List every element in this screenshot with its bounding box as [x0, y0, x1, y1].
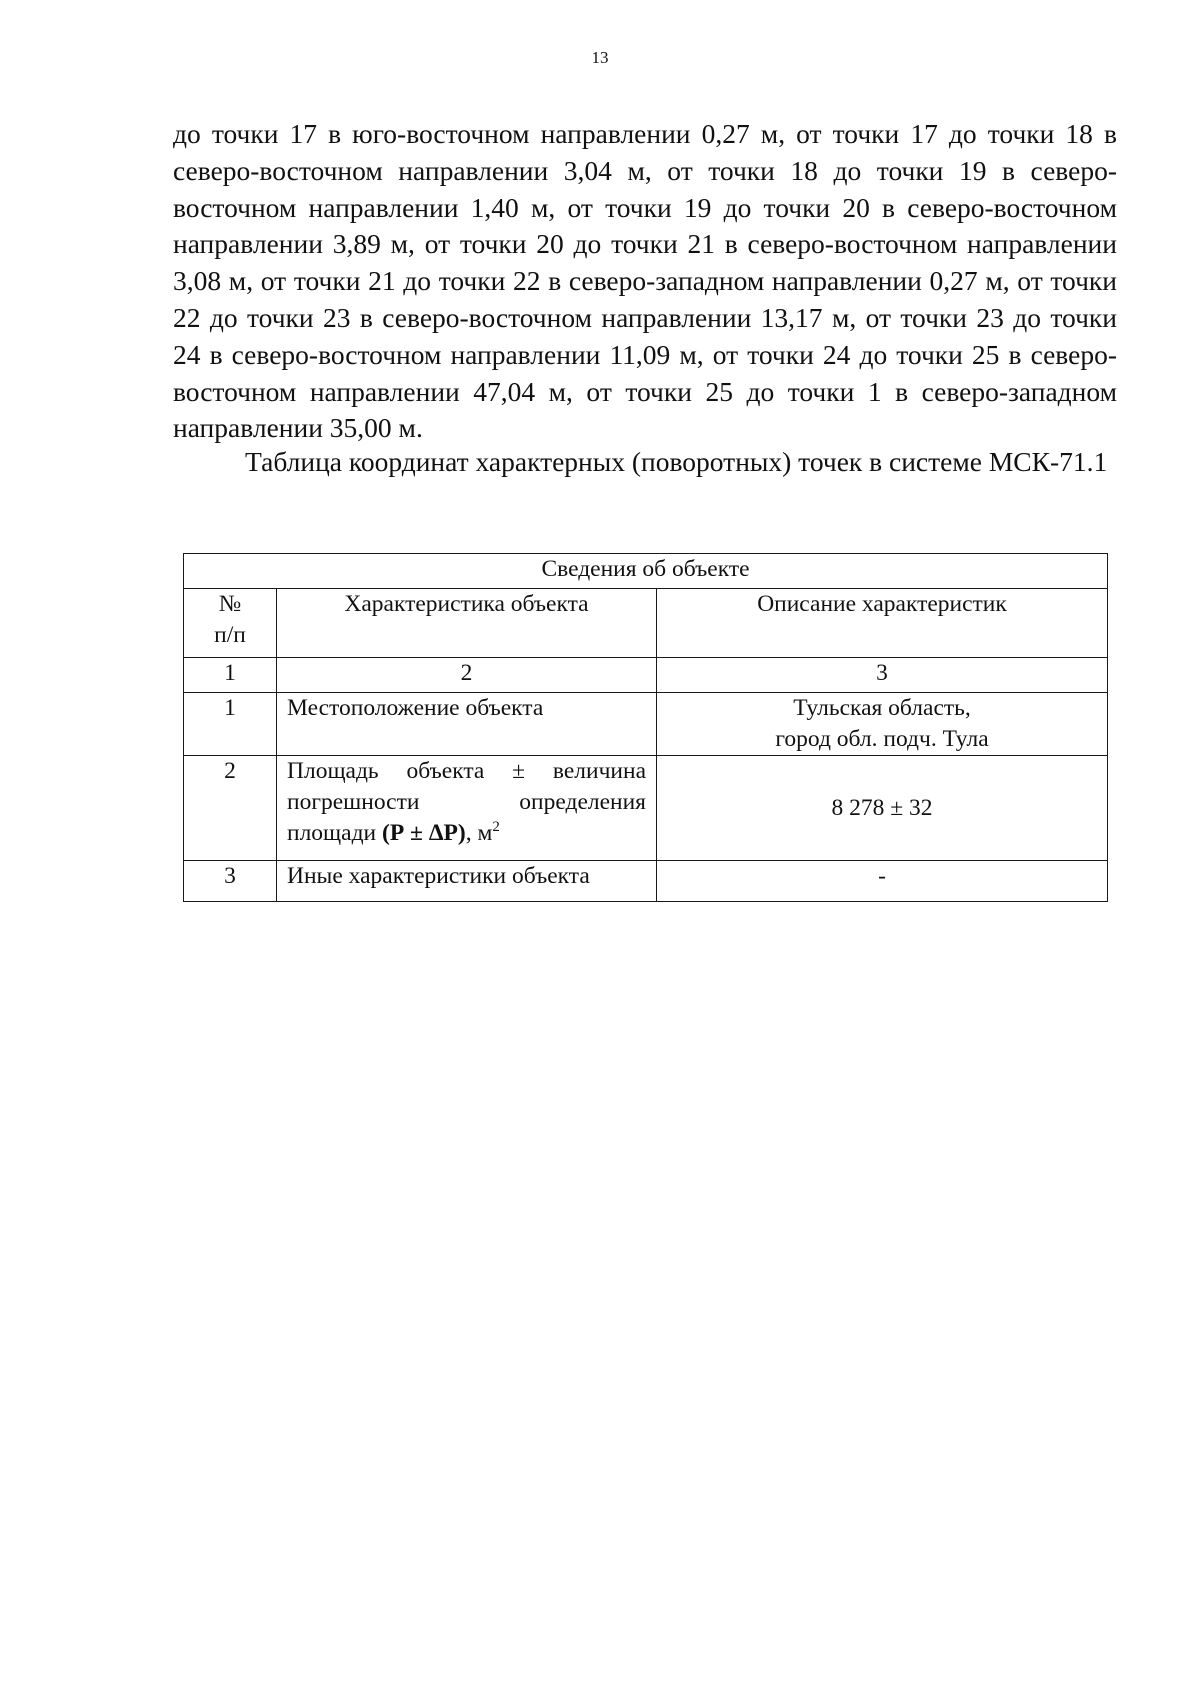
- table-caption: Таблица координат характерных (поворотных) точек в системе МСК-71.1: [245, 446, 1108, 477]
- row-description-line2: город обл. подч. Тула: [775, 726, 989, 752]
- row-characteristic: Местоположение объекта: [277, 693, 657, 756]
- row-num: 2: [184, 756, 277, 861]
- characteristic-unit-sup: 2: [492, 819, 500, 836]
- column-number: 1: [184, 658, 277, 693]
- column-number-row: [184, 658, 1108, 693]
- table-title: Сведения об объекте: [184, 554, 1108, 589]
- header-description: Описание характеристик: [657, 589, 1108, 658]
- table-header-row: [184, 589, 1108, 658]
- body-paragraph: до точки 17 в юго-восточном направлении 0,27 м, от точки 17 до точки 18 в северо-восточном направлении 3,04 м, от точки 18 до точки 19 в северо-восточном направлении 1,40 м, от точки 19 до точки 20 в северо-восточном направлении 3,89 м, от точки 20 до точки 21 в северо-восточном направлении 3,08 м, от точки 21 до точки 22 в северо-западном направлении 0,27 м, от точки 22 до точки 23 в северо-восточном направлении 13,17 м, от точки 23 до точки 24 в северо-восточном направлении 11,09 м, от точки 24 до точки 25 в северо-восточном направлении 47,04 м, от точки 25 до точки 1 в северо-западном направлении 35,00 м.: [173, 118, 1117, 444]
- table-row: [184, 861, 1108, 902]
- characteristic-unit: , м: [465, 820, 493, 846]
- row-num: 3: [184, 861, 277, 902]
- column-number: 2: [277, 658, 657, 693]
- row-characteristic: Иные характеристики объекта: [277, 861, 657, 902]
- characteristic-text: Площадь объекта ± величина погрешности определения площади: [287, 758, 646, 846]
- row-description: 8 278 ± 32: [657, 756, 1108, 861]
- column-number: 3: [657, 658, 1108, 693]
- table-title-row: [184, 554, 1108, 589]
- row-description: [657, 693, 1108, 756]
- table-row: [184, 693, 1108, 756]
- row-description-line1: Тульская область,: [793, 695, 971, 721]
- object-info-table: [183, 553, 1108, 902]
- header-num-line2: п/п: [214, 622, 246, 648]
- header-characteristic: Характеристика объекта: [277, 589, 657, 658]
- row-characteristic: [277, 756, 657, 861]
- row-num: 1: [184, 693, 277, 756]
- page-number: 13: [591, 48, 609, 67]
- characteristic-formula: (Р ± ΔР): [382, 820, 466, 846]
- header-num-line1: №: [218, 591, 242, 617]
- table-row: [184, 756, 1108, 861]
- row-description: -: [657, 861, 1108, 902]
- row-characteristic-text: [287, 756, 646, 849]
- header-num: [184, 589, 277, 658]
